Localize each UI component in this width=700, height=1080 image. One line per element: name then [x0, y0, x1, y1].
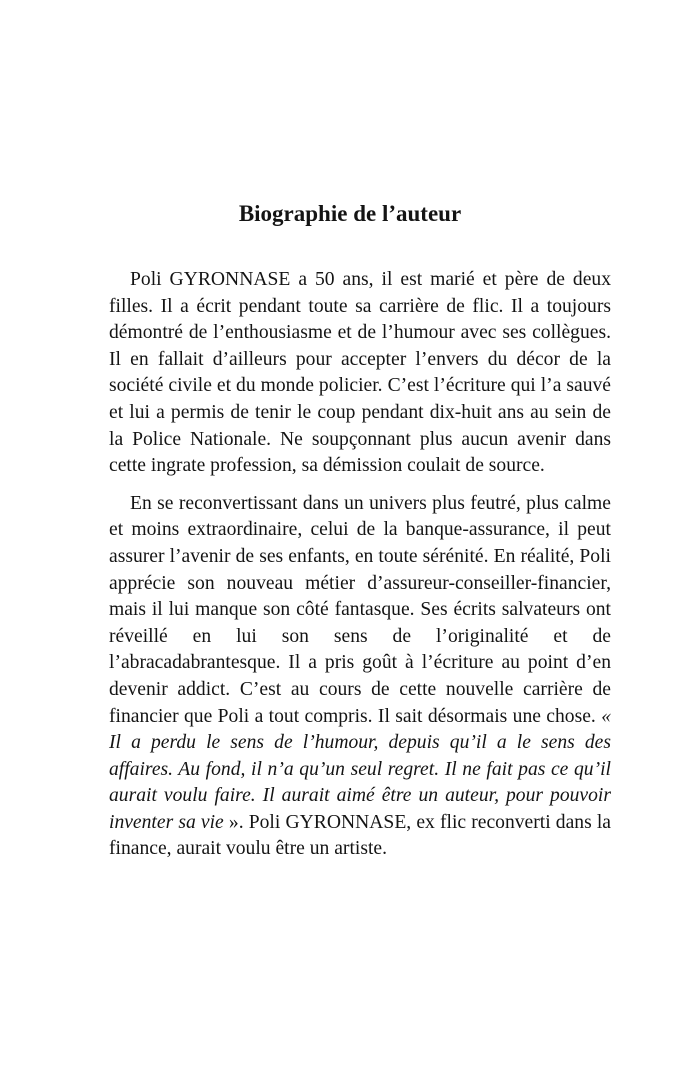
paragraph-2-text-end: ». Poli GYRONNASE, ex flic reconverti dans la finance, aurait voulu être un artiste. — [109, 811, 611, 860]
paragraph-1: Poli GYRONNASE a 50 ans, il est marié et père de deux filles. Il a écrit pendant toute sa carrière de flic. Il a toujours démontré de l’enthousiasme et de l’humour avec ses collègues. Il en fallait d’ailleurs pour accepter l’envers du décor de la société civile et du monde policier. C’est l’écriture qui l’a sauvé et lui a permis de tenir le coup pendant dix-huit ans au sein de la Police Nationale. Ne soupçonnant plus aucun avenir dans cette ingrate profession, sa démission coulait de source. — [109, 269, 611, 477]
page-title: Biographie de l’auteur — [238, 201, 462, 226]
paragraph-2-quote: « Il a perdu le sens de l’humour, depuis qu’il a le sens des affaires. Au fond, il n’a qu’un seul regret. Il ne fait pas ce qu’il aurait voulu faire. Il aurait aimé être un auteur, pour pouvoir inventer sa vie — [109, 705, 611, 833]
paragraph-2-text: En se reconvertissant dans un univers plus feutré, plus calme et moins extraordinaire, celui de la banque-assurance, il peut assurer l’avenir de ses enfants, en toute sérénité. En réalité, Poli apprécie son nouveau métier d’assureur-conseiller-financier, mais il lui manque son côté fantasque. Ses écrits salvateurs ont réveillé en lui son sens de l’originalité et de l’abracadabrantesque. Il a pris goût à l’écriture au point d’en devenir addict. C’est au cours de cette nouvelle carrière de financier que Poli a tout compris. Il sait désormais une chose. — [109, 492, 611, 727]
biography-text — [109, 267, 611, 863]
paragraph-2 — [109, 491, 611, 863]
